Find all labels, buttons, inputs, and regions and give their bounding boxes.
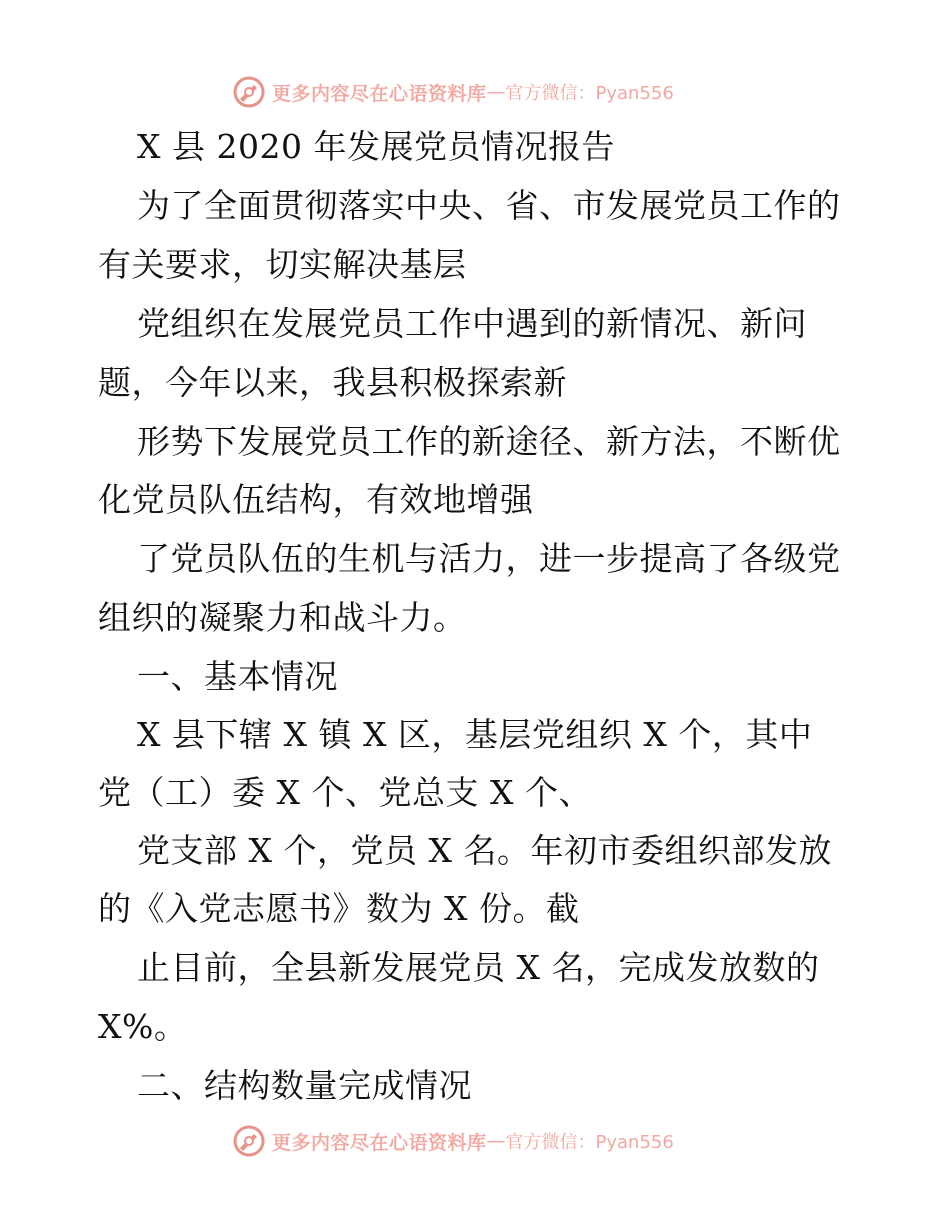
watermark-site-text: 更多内容尽在心语资料库: [272, 82, 487, 105]
watermark-wechat-text: 官方微信：Pyan556: [505, 1132, 674, 1153]
paragraph-line: 党（工）委 X 个、党总支 X 个、: [98, 773, 592, 812]
watermark-banner-bottom: [232, 1121, 674, 1161]
red-circle-pen-logo-icon: [232, 75, 266, 109]
paragraph-line: 止目前，全县新发展党员 X 名，完成发放数的: [137, 948, 820, 987]
paragraph-line: X%。: [98, 1007, 188, 1046]
watermark-site-text: 更多内容尽在心语资料库: [272, 1131, 487, 1154]
paragraph-line: 了党员队伍的生机与活力，进一步提高了各级党: [137, 539, 841, 578]
watermark-separator: —: [486, 1130, 506, 1152]
paragraph-line: 形势下发展党员工作的新途径、新方法，不断优: [137, 422, 841, 461]
watermark-separator: —: [486, 81, 506, 103]
paragraph-line: 党组织在发展党员工作中遇到的新情况、新问: [137, 304, 807, 343]
paragraph-line: 化党员队伍结构，有效地增强: [98, 480, 534, 519]
document-title: X 县 2020 年发展党员情况报告: [137, 127, 615, 166]
paragraph-line: 有关要求，切实解决基层: [98, 245, 467, 284]
paragraph-line: X 县下辖 X 镇 X 区，基层党组织 X 个，其中: [137, 715, 813, 754]
paragraph-line: 党支部 X 个，党员 X 名。年初市委组织部发放: [137, 831, 832, 870]
red-circle-pen-logo-icon: [232, 1124, 266, 1158]
section-heading: 一、基本情况: [137, 657, 338, 696]
paragraph-line: 组织的凝聚力和战斗力。: [98, 598, 467, 637]
paragraph-line: 为了全面贯彻落实中央、省、市发展党员工作的: [137, 186, 841, 225]
paragraph-line: 的《入党志愿书》数为 X 份。截: [98, 889, 580, 928]
watermark-wechat-text: 官方微信：Pyan556: [505, 83, 674, 104]
paragraph-line: 题，今年以来，我县积极探索新: [98, 363, 567, 402]
section-heading: 二、结构数量完成情况: [137, 1066, 472, 1105]
watermark-banner-top: [232, 72, 674, 112]
